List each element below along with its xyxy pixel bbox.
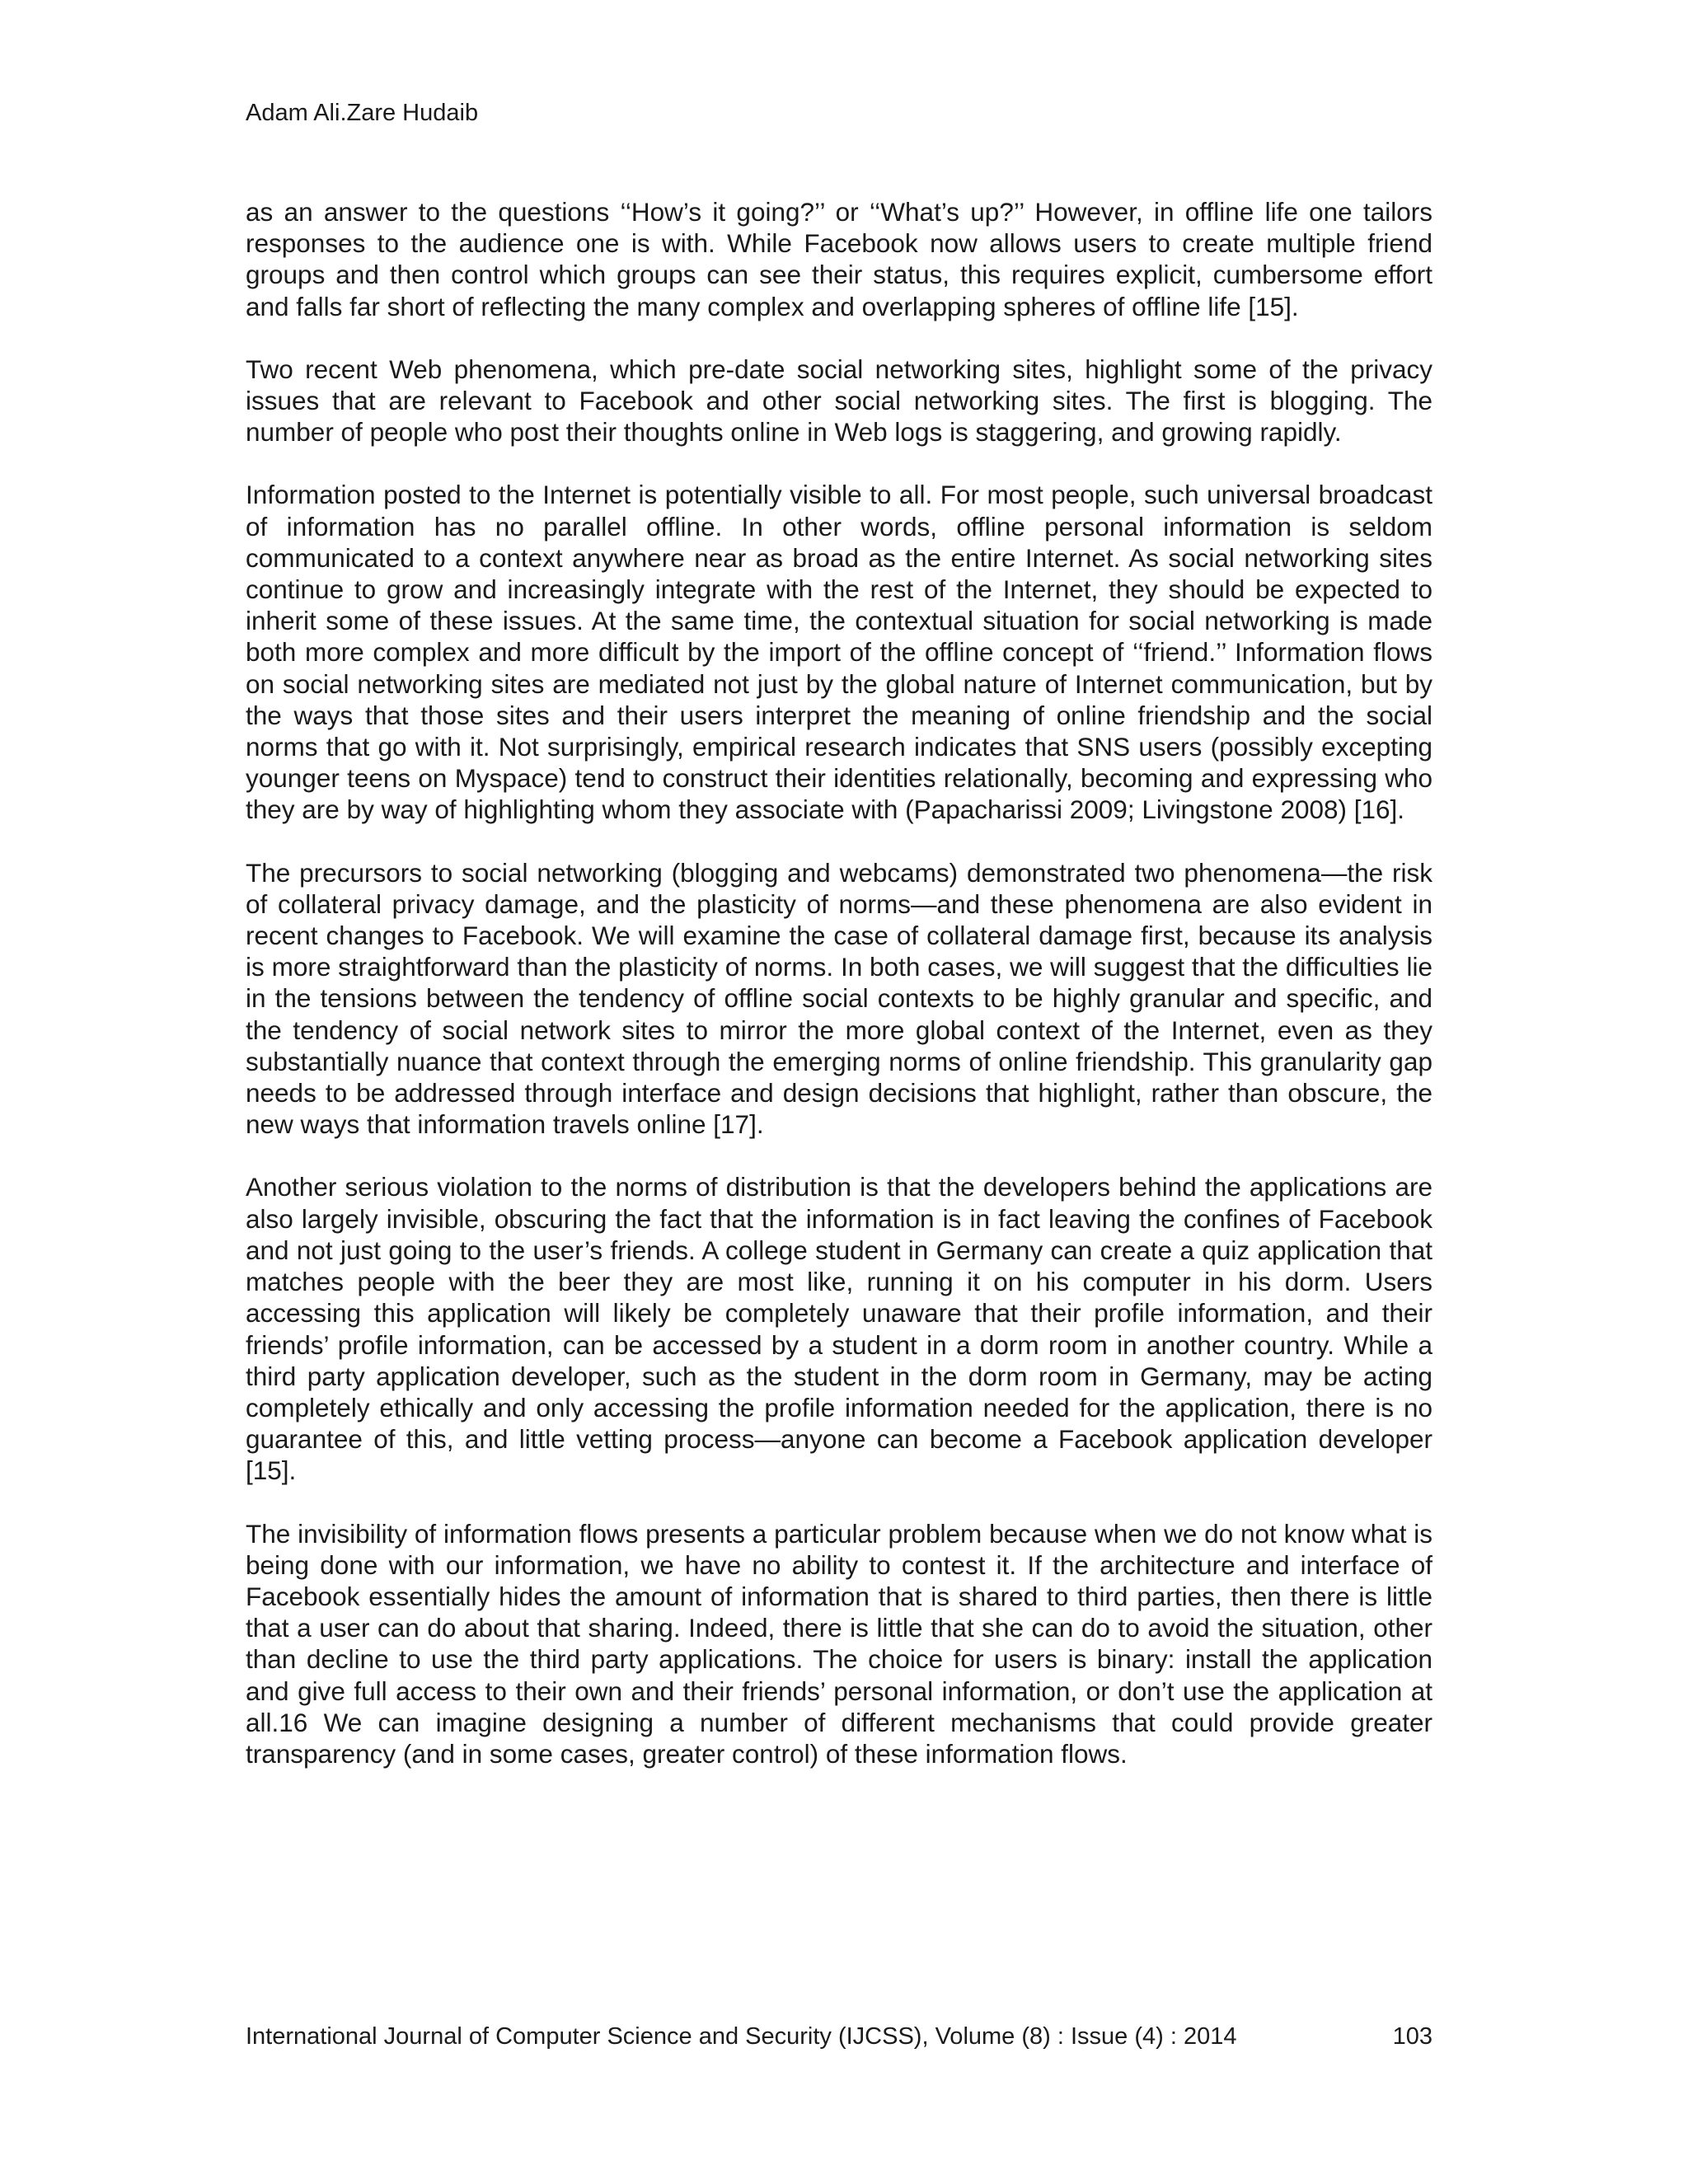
paragraph: Information posted to the Internet is potentially visible to all. For most people, such universal broadcast of information has no parallel offline. In other words, offline personal information is seldom communicated to a context anywhere near as broad as the entire Internet. As social networking sites continue to grow and increasingly integrate with the rest of the Internet, they should be expected to inherit some of these issues. At the same time, the contextual situation for social networking is made both more complex and more difficult by the import of the offline concept of ‘‘friend.’’ Information flows on social networking sites are mediated not just by the global nature of Internet communication, but by the ways that those sites and their users interpret the meaning of online friendship and the social norms that go with it. Not surprisingly, empirical research indicates that SNS users (possibly excepting younger teens on Myspace) tend to construct their identities relationally, becoming and expressing who they are by way of highlighting whom they associate with (Papacharissi 2009; Livingstone 2008) [16].: [246, 480, 1432, 825]
paragraph: Two recent Web phenomena, which pre-date social networking sites, highlight some of the privacy issues that are relevant to Facebook and other social networking sites. The first is blogging. The number of people who post their thoughts online in Web logs is staggering, and growing rapidly.: [246, 354, 1432, 448]
page-number: 103: [1392, 2023, 1432, 2050]
paragraph: The invisibility of information flows presents a particular problem because when we do not know what is being done with our information, we have no ability to contest it. If the architecture and interface of Facebook essentially hides the amount of information that is shared to third parties, then there is little that a user can do about that sharing. Indeed, there is little that she can do to avoid the situation, other than decline to use the third party applications. The choice for users is binary: install the application and give full access to their own and their friends’ personal information, or don’t use the application at all.16 We can imagine designing a number of different mechanisms that could provide greater transparency (and in some cases, greater control) of these information flows.: [246, 1518, 1432, 1769]
paragraph: The precursors to social networking (blogging and webcams) demonstrated two phenomena—the risk of collateral privacy damage, and the plasticity of norms—and these phenomena are also evident in recent changes to Facebook. We will examine the case of collateral damage first, because its analysis is more straightforward than the plasticity of norms. In both cases, we will suggest that the difficulties lie in the tensions between the tendency of offline social contexts to be highly granular and specific, and the tendency of social network sites to mirror the more global context of the Internet, even as they substantially nuance that context through the emerging norms of online friendship. This granularity gap needs to be addressed through interface and design decisions that highlight, rather than obscure, the new ways that information travels online [17].: [246, 857, 1432, 1140]
paragraph: as an answer to the questions ‘‘How’s it going?’’ or ‘‘What’s up?’’ However, in offline life one tailors responses to the audience one is with. While Facebook now allows users to create multiple friend groups and then control which groups can see their status, this requires explicit, cumbersome effort and falls far short of reflecting the many complex and overlapping spheres of offline life [15].: [246, 197, 1432, 321]
footer-journal-citation: International Journal of Computer Science and Security (IJCSS), Volume (8) : Issue (4) : 2014: [246, 2023, 1237, 2050]
running-header-author: Adam Ali.Zare Hudaib: [246, 100, 479, 126]
paragraph: Another serious violation to the norms of distribution is that the developers behind the applications are also largely invisible, obscuring the fact that the information is in fact leaving the confines of Facebook and not just going to the user’s friends. A college student in Germany can create a quiz application that matches people with the beer they are most like, running it on his computer in his dorm. Users accessing this application will likely be completely unaware that their profile information, and their friends’ profile information, can be accessed by a student in a dorm room in another country. While a third party application developer, such as the student in the dorm room in Germany, may be acting completely ethically and only accessing the profile information needed for the application, there is no guarantee of this, and little vetting process—anyone can become a Facebook application developer [15].: [246, 1172, 1432, 1486]
body-text: [246, 196, 1432, 1801]
